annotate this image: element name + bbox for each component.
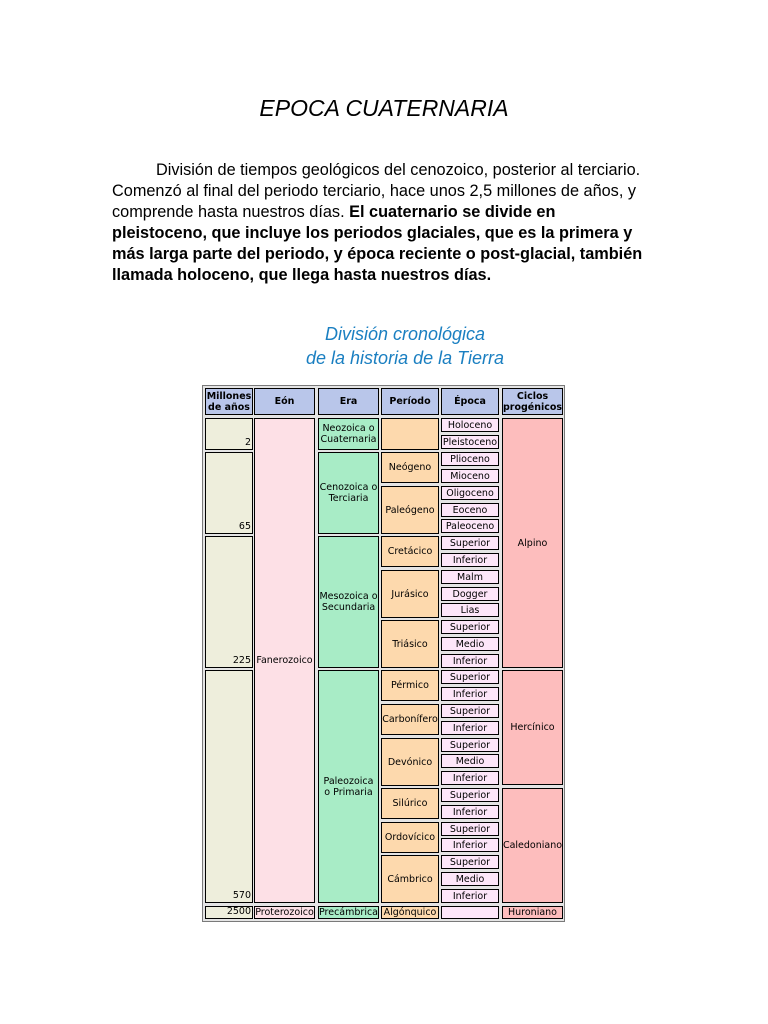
epoca-cell: Medio — [441, 754, 499, 768]
epoca-cell: Eoceno — [441, 503, 499, 517]
subtitle-line-2: de la historia de la Tierra — [306, 348, 504, 368]
era-line: Paleozoica — [323, 775, 374, 787]
periodo-cell: Triásico — [381, 620, 439, 668]
era-line: Mesozoica o — [319, 591, 378, 602]
millones-cell: 2500 — [205, 906, 253, 919]
era-cell — [318, 452, 379, 534]
epoca-cell: Inferior — [441, 721, 499, 735]
epoca-cell: Lias — [441, 603, 499, 617]
epoca-cell: Medio — [441, 872, 499, 886]
header-millones — [205, 388, 253, 415]
era-line: Neozoica o — [322, 423, 375, 434]
periodo-cell: Neógeno — [381, 452, 439, 483]
epoca-cell: Holoceno — [441, 418, 499, 432]
epoca-cell: Superior — [441, 536, 499, 550]
era-line: Terciaria — [328, 493, 369, 504]
epoca-cell: Superior — [441, 620, 499, 634]
epoca-cell: Superior — [441, 738, 499, 752]
epoca-cell: Superior — [441, 788, 499, 802]
epoca-cell: Pleistoceno — [442, 436, 498, 448]
era-cell — [318, 418, 379, 450]
periodo-cell: Ordovícico — [381, 822, 439, 853]
era-line: o Primaria — [324, 786, 373, 798]
millones-cell: 2 — [205, 418, 253, 450]
epoca-cell: Plioceno — [441, 452, 499, 466]
epoca-cell: Oligoceno — [441, 486, 499, 500]
epoca-cell: Dogger — [441, 587, 499, 601]
header-millones-line1: Millones — [206, 390, 252, 402]
header-ciclos-line1: Ciclos — [516, 390, 549, 402]
ciclo-cell: Alpino — [502, 418, 563, 668]
periodo-cell: Cretácico — [381, 536, 439, 567]
header-millones-line2: de años — [208, 401, 250, 413]
paragraph-normal-text: División de tiempos geológicos del cenozoico, posterior al terciario. Comenzó al final del periodo terciario, hace unos 2,5 millones de años, y comprende hasta nuestros días. — [112, 161, 641, 221]
intro-paragraph — [112, 160, 652, 286]
era-line: Cuaternaria — [320, 434, 377, 445]
document-title: EPOCA CUATERNARIA — [259, 95, 509, 121]
periodo-cell — [381, 418, 439, 450]
header-ciclos-line2: progénicos — [502, 401, 563, 413]
epoca-cell — [441, 906, 499, 919]
millones-cell: 65 — [205, 452, 253, 534]
periodo-cell: Devónico — [381, 738, 439, 786]
header-era: Era — [318, 388, 379, 415]
eon-cell: Fanerozoico — [254, 418, 315, 903]
periodo-cell: Paleógeno — [381, 486, 439, 534]
epoca-cell: Superior — [441, 670, 499, 684]
era-line: Cenozoica o — [319, 482, 378, 493]
header-epoca: Época — [441, 388, 499, 415]
ciclo-cell: Hercínico — [502, 670, 563, 785]
periodo-cell: Pérmico — [381, 670, 439, 701]
subtitle-line-1: División cronológica — [324, 324, 486, 344]
era-line: Secundaria — [321, 602, 376, 613]
epoca-cell: Superior — [441, 855, 499, 869]
header-ciclos — [502, 388, 563, 415]
ciclo-cell: Huroniano — [502, 906, 563, 919]
periodo-cell: Jurásico — [381, 570, 439, 618]
periodo-cell: Carbonífero — [381, 704, 439, 735]
header-eon: Eón — [254, 388, 315, 415]
era-cell — [318, 536, 379, 668]
epoca-cell: Inferior — [441, 771, 499, 785]
era-cell: Precámbrica — [318, 907, 379, 918]
epoca-cell: Mioceno — [441, 469, 499, 483]
millones-cell: 570 — [205, 670, 253, 903]
epoca-cell: Inferior — [441, 889, 499, 903]
epoca-cell: Inferior — [441, 654, 499, 668]
epoca-cell: Inferior — [441, 553, 499, 567]
periodo-cell: Cámbrico — [381, 855, 439, 903]
epoca-cell: Superior — [441, 704, 499, 718]
millones-cell: 225 — [205, 536, 253, 668]
epoca-cell: Inferior — [441, 805, 499, 819]
eon-cell: Proterozoico — [255, 907, 314, 918]
periodo-cell: Algónquico — [381, 906, 439, 919]
epoca-cell: Superior — [441, 822, 499, 836]
epoca-cell: Medio — [441, 637, 499, 651]
table-subtitle — [200, 322, 610, 370]
epoca-cell: Inferior — [441, 687, 499, 701]
ciclo-cell: Caledoniano — [502, 788, 563, 903]
epoca-cell: Paleoceno — [441, 519, 499, 533]
header-periodo: Período — [381, 388, 439, 415]
epoca-cell: Malm — [441, 570, 499, 584]
paragraph-bold-text: El cuaternario se divide en pleistoceno, que incluye los periodos glaciales, que es la primera y más larga parte del periodo, y época reciente o post-glacial, también llamada holoceno, que llega hasta nuestros días. — [112, 203, 643, 284]
periodo-cell: Silúrico — [381, 788, 439, 819]
era-cell — [318, 670, 379, 903]
epoca-cell: Inferior — [441, 838, 499, 852]
